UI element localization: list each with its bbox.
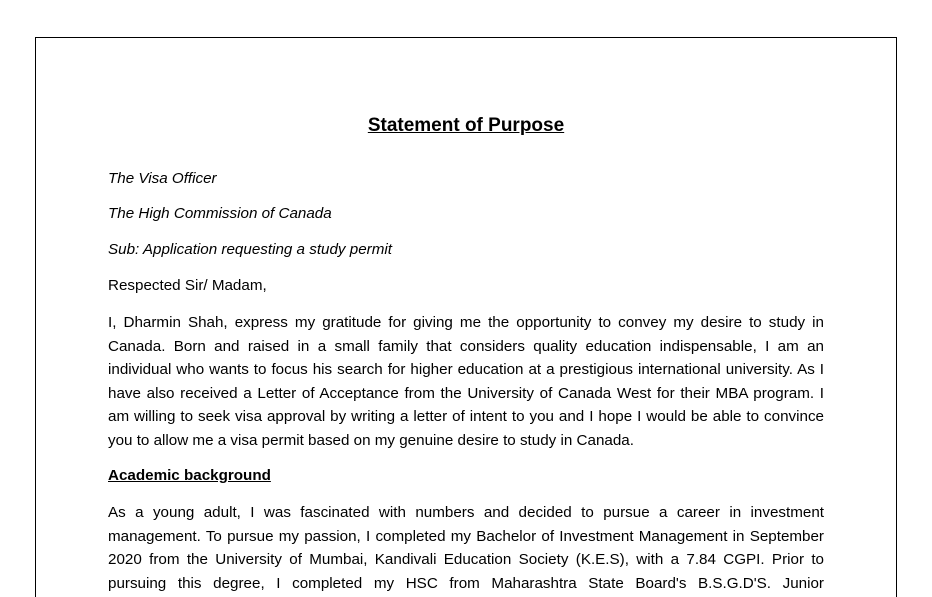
document-page [35,37,897,597]
subject-line: Sub: Application requesting a study permit [108,241,392,258]
section-heading-academic: Academic background [108,467,271,484]
salutation-line: Respected Sir/ Madam, [108,277,267,294]
recipient-line: The Visa Officer [108,170,217,187]
organization-line: The High Commission of Canada [108,205,332,222]
document-title: Statement of Purpose [367,115,565,136]
intro-paragraph: I, Dharmin Shah, express my gratitude for giving me the opportunity to convey my desire to study in Canada. Born and raised in a small family that considers quality education indispensable, I am an individual who wants to focus his search for higher education at a prestigious international university. As I have also received a Letter of Acceptance from the University of Canada West for their MBA program. I am willing to seek visa approval by writing a letter of intent to you and I hope I would be able to convince you to allow me a visa permit based on my genuine desire to study in Canada. [108,314,824,449]
academic-paragraph: As a young adult, I was fascinated with numbers and decided to pursue a career in investment management. To pursue my passion, I completed my Bachelor of Investment Management in September 2020 from the University of Mumbai, Kandivali Education Society (K.E.S), with a 7.84 CGPI. Prior to pursuing this degree, I completed my HSC from Maharashtra State Board's B.S.G.D'S. Junior [108,504,824,592]
